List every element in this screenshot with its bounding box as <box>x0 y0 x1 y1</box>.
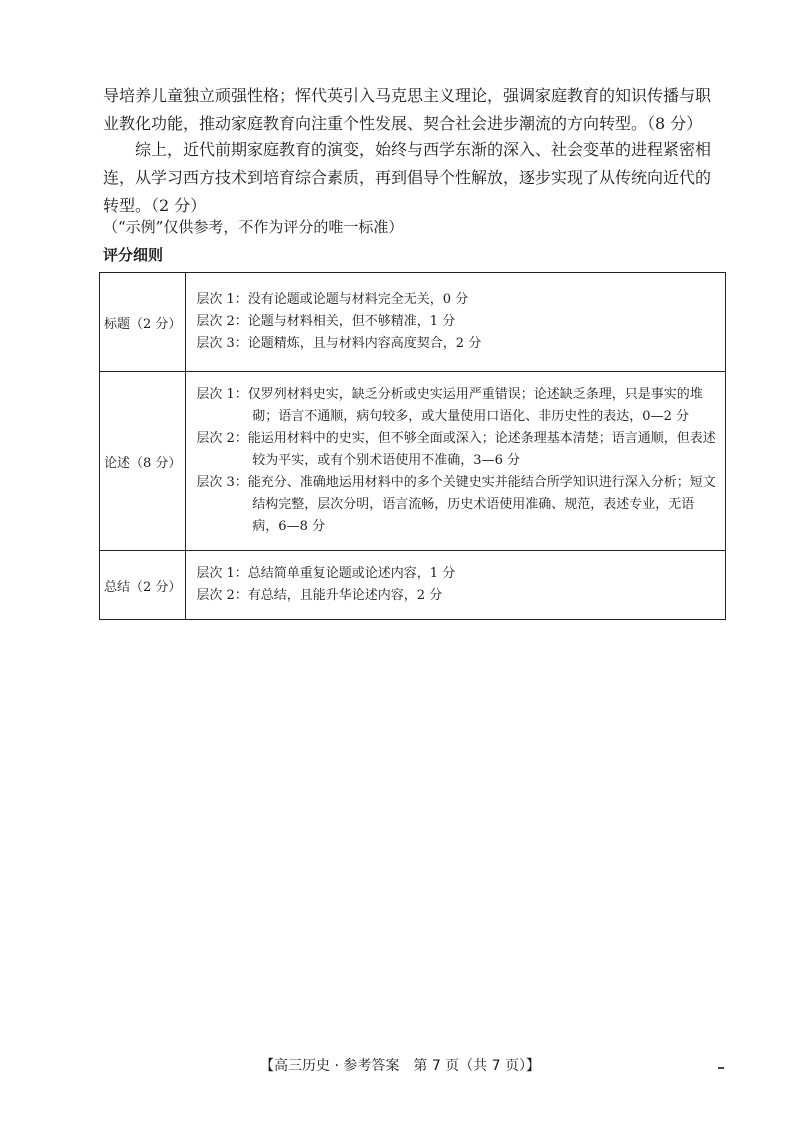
rubric-level: 层次 2：论题与材料相关，但不够精准，1 分 <box>196 314 456 329</box>
rubric-row-argument <box>100 372 726 551</box>
rubric-levels <box>186 372 726 551</box>
rubric-heading: 评分细则 <box>103 246 164 264</box>
rubric-levels <box>186 273 726 372</box>
rubric-table <box>99 272 726 620</box>
page-footer: 【高三历史 · 参考答案 第 7 页（共 7 页）】 <box>260 1058 540 1074</box>
example-note: （“示例”仅供参考，不作为评分的唯一标准） <box>103 218 404 236</box>
rubric-label: 标题（2 分） <box>100 273 186 372</box>
rubric-label: 论述（8 分） <box>100 372 186 551</box>
rubric-level: 层次 3：论题精炼，且与材料内容高度契合，2 分 <box>196 336 482 351</box>
rubric-level: 层次 1：总结简单重复论题或论述内容，1 分 <box>196 566 456 581</box>
rubric-level: 层次 1：没有论题或论题与材料完全无关，0 分 <box>196 292 469 307</box>
rubric-level: 层次 1：仅罗列材料史实，缺乏分析或史实运用严重错误；论述缺乏条理，只是事实的堆砌；语言不通顺，病句较多，或大量使用口语化、非历史性的表达，0—2 分 <box>196 387 703 424</box>
rubric-label: 总结（2 分） <box>100 551 186 620</box>
rubric-levels <box>186 551 726 620</box>
rubric-level: 层次 2：有总结，且能升华论述内容，2 分 <box>196 588 443 603</box>
scan-mark <box>718 1067 724 1069</box>
rubric-row-summary <box>100 551 726 620</box>
answer-paragraph-summary: 综上，近代前期家庭教育的演变，始终与西学东渐的深入、社会变革的进程紧密相连，从学习西方技术到培育综合素质，再到倡导个性解放，逐步实现了从传统向近代的转型。（2 分） <box>103 140 712 215</box>
rubric-row-title <box>100 273 726 372</box>
rubric-level: 层次 2：能运用材料中的史实，但不够全面或深入；论述条理基本清楚；语言通顺，但表述较为平实，或有个别术语使用不准确，3—6 分 <box>196 431 716 468</box>
answer-paragraph-1: 导培养儿童独立顽强性格；恽代英引入马克思主义理论，强调家庭教育的知识传播与职业教化功能，推动家庭教育向注重个性发展、契合社会进步潮流的方向转型。（8 分） <box>103 86 712 133</box>
rubric-level: 层次 3：能充分、准确地运用材料中的多个关键史实并能结合所学知识进行深入分析；短文结构完整，层次分明，语言流畅，历史术语使用准确、规范，表述专业，无语病，6—8 分 <box>196 475 716 534</box>
